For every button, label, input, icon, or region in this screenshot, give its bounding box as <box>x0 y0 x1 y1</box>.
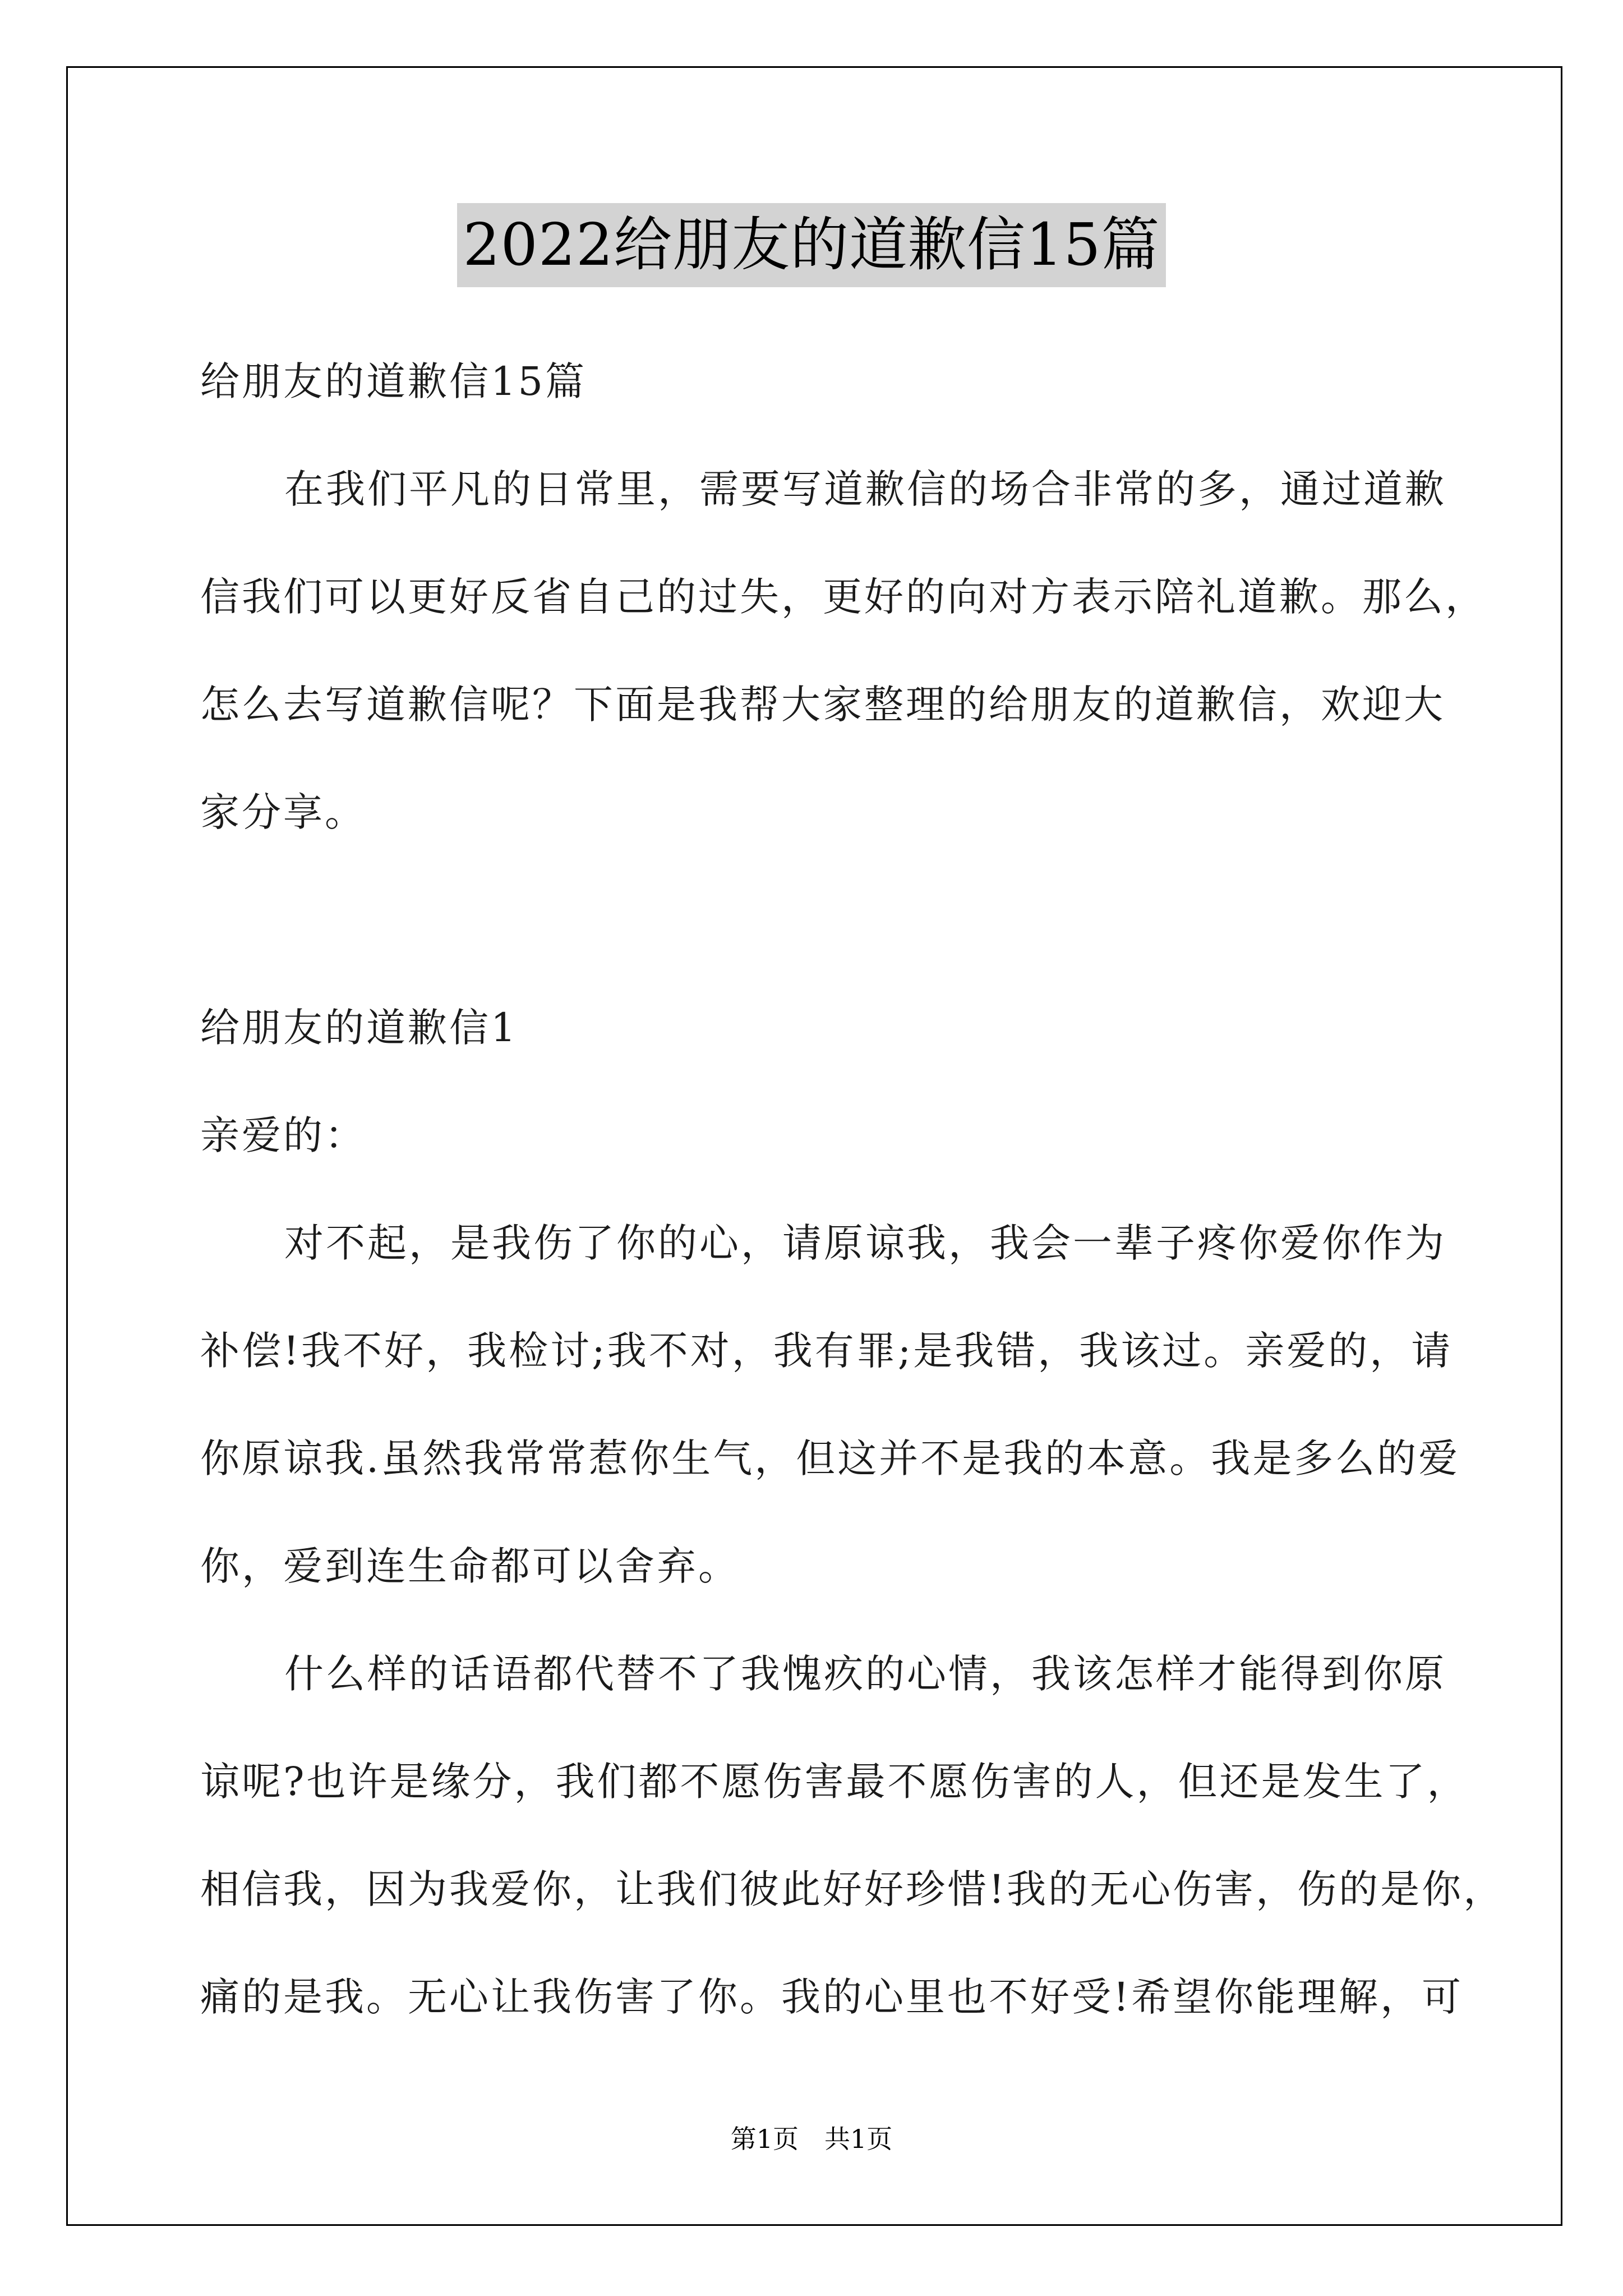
paragraph-line: 相信我，因为我爱你，让我们彼此好好珍惜!我的无心伤害，伤的是你， <box>200 1866 1505 1912</box>
page-number: 第1页 共1页 <box>730 2124 893 2154</box>
paragraph-line: 痛的是我。无心让我伤害了你。我的心里也不好受!希望你能理解，可 <box>200 1974 1464 2020</box>
paragraph-line: 你，爱到连生命都可以舍弃。 <box>200 1543 740 1589</box>
salutation: 亲爱的： <box>200 1112 366 1158</box>
paragraph-line: 对不起，是我伤了你的心，请原谅我，我会一辈子疼你爱你作为 <box>284 1220 1446 1266</box>
intro-line: 怎么去写道歉信呢？下面是我帮大家整理的给朋友的道歉信，欢迎大 <box>200 682 1445 728</box>
paragraph-line: 谅呢?也许是缘分，我们都不愿伤害最不愿伤害的人，但还是发生了， <box>200 1759 1469 1805</box>
paragraph-line: 补偿!我不好，我检讨;我不对，我有罪;是我错，我该过。亲爱的，请 <box>200 1328 1453 1374</box>
intro-line: 在我们平凡的日常里，需要写道歉信的场合非常的多，通过道歉 <box>284 466 1446 512</box>
document-title: 2022给朋友的道歉信15篇 <box>457 203 1165 287</box>
intro-line: 信我们可以更好反省自己的过失，更好的向对方表示陪礼道歉。那么， <box>200 574 1487 620</box>
paragraph-line: 你原谅我.虽然我常常惹你生气，但这并不是我的本意。我是多么的爱 <box>200 1435 1460 1481</box>
document-body <box>200 303 1505 2024</box>
page-footer <box>0 2122 1623 2156</box>
paragraph-line: 什么样的话语都代替不了我愧疚的心情，我该怎样才能得到你原 <box>284 1651 1446 1697</box>
letter-paragraph-2 <box>200 1647 1505 2024</box>
document-subtitle: 给朋友的道歉信15篇 <box>200 358 587 404</box>
letter-paragraph-1 <box>200 1216 1460 1593</box>
title-container <box>0 203 1623 287</box>
intro-paragraph <box>200 462 1487 839</box>
letter-heading: 给朋友的道歉信1 <box>200 1005 518 1051</box>
intro-line: 家分享。 <box>200 789 366 835</box>
